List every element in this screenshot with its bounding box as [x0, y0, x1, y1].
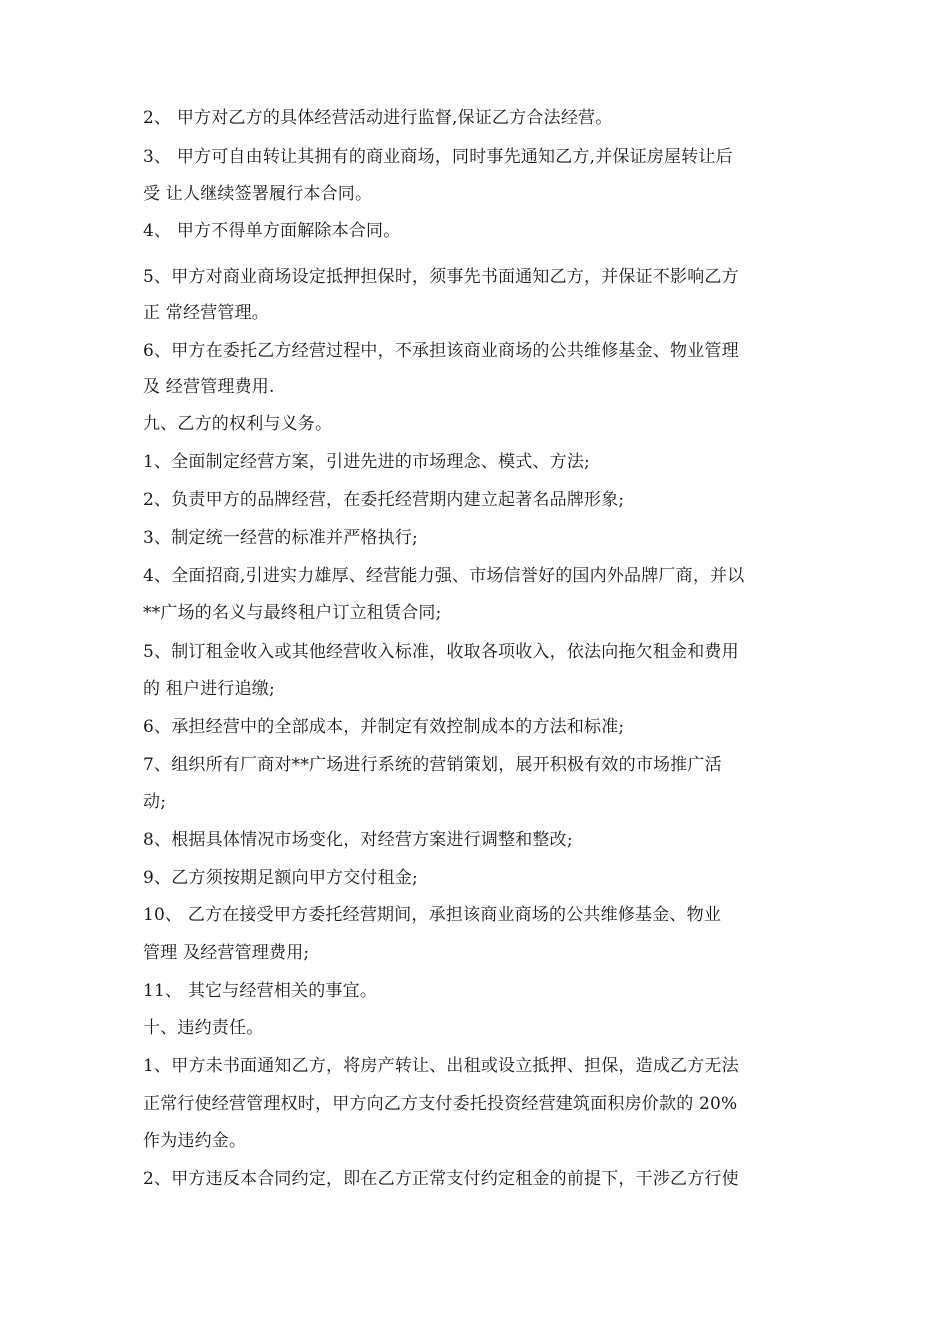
text-line: 5、甲方对商业商场设定抵押担保时，须事先书面通知乙方，并保证不影响乙方 — [143, 267, 739, 287]
text-line: 正 常经营管理。 — [143, 303, 270, 323]
text-line: 2、 甲方对乙方的具体经营活动进行监督,保证乙方合法经营。 — [143, 108, 613, 128]
text-line: 6、承担经营中的全部成本，并制定有效控制成本的方法和标准; — [143, 717, 625, 737]
text-line: 5、制订租金收入或其他经营收入标准，收取各项收入，依法向拖欠租金和费用 — [143, 642, 739, 662]
text-line: 及 经营管理费用. — [143, 377, 275, 397]
text-line: 7、组织所有厂商对**广场进行系统的营销策划，展开积极有效的市场推广活 — [143, 755, 722, 775]
text-line: 动; — [143, 792, 167, 812]
text-line: 2、负责甲方的品牌经营，在委托经营期内建立起著名品牌形象; — [143, 490, 625, 510]
text-line: 作为违约金。 — [143, 1131, 247, 1151]
text-line: 4、全面招商,引进实力雄厚、经营能力强、市场信誉好的国内外品牌厂商，并以 — [143, 566, 745, 586]
text-line: 正常行使经营管理权时，甲方向乙方支付委托投资经营建筑面积房价款的 20% — [143, 1094, 738, 1114]
section-heading: 九、乙方的权利与义务。 — [143, 414, 333, 434]
text-line: 管理 及经营管理费用; — [143, 943, 310, 963]
text-line: 2、甲方违反本合同约定，即在乙方正常支付约定租金的前提下，干涉乙方行使 — [143, 1169, 739, 1189]
section-heading: 十、违约责任。 — [143, 1018, 264, 1038]
text-line: 的 租户进行追缴; — [143, 679, 275, 699]
text-line: 1、甲方未书面通知乙方，将房产转让、出租或设立抵押、担保，造成乙方无法 — [143, 1056, 739, 1076]
text-line: 8、根据具体情况市场变化，对经营方案进行调整和整改; — [143, 830, 573, 850]
text-line: 3、制定统一经营的标准并严格执行; — [143, 528, 418, 548]
text-line: 6、甲方在委托乙方经营过程中，不承担该商业商场的公共维修基金、物业管理 — [143, 341, 739, 361]
text-line: 4、 甲方不得单方面解除本合同。 — [143, 221, 401, 241]
text-line: 1、全面制定经营方案，引进先进的市场理念、模式、方法; — [143, 452, 590, 472]
text-line: 9、乙方须按期足额向甲方交付租金; — [143, 868, 418, 888]
text-line: **广场的名义与最终租户订立租赁合同; — [143, 603, 442, 623]
text-line: 11、 其它与经营相关的事宜。 — [143, 981, 378, 1001]
text-line: 10、 乙方在接受甲方委托经营期间，承担该商业商场的公共维修基金、物业 — [143, 905, 722, 925]
text-line: 受 让人继续签署履行本合同。 — [143, 184, 373, 204]
text-line: 3、 甲方可自由转让其拥有的商业商场，同时事先通知乙方,并保证房屋转让后 — [143, 147, 733, 167]
